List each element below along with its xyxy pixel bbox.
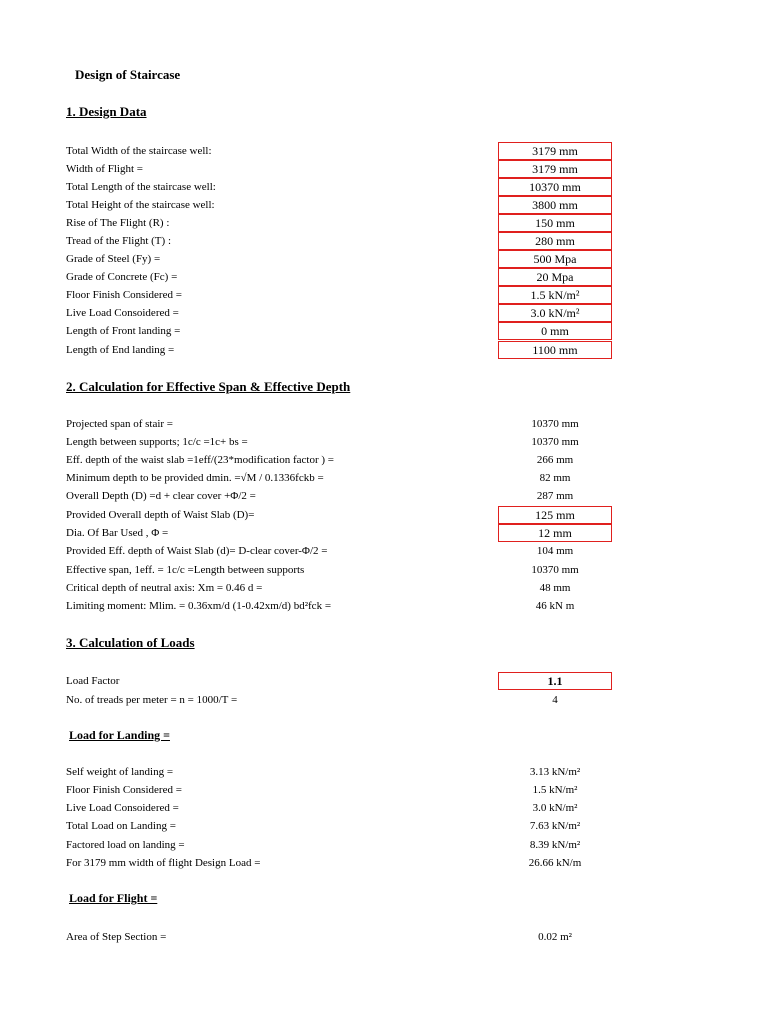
landing-row-self-weight <box>66 763 686 781</box>
row-label: Overall Depth (D) =d + clear cover +Φ/2 = <box>66 490 256 502</box>
row-label: Factored load on landing = <box>66 839 185 851</box>
span-row-limiting-moment <box>66 597 686 615</box>
row-label: Grade of Concrete (Fc) = <box>66 271 178 283</box>
row-label: Floor Finish Considered = <box>66 289 182 301</box>
value-cell: 82 mm <box>539 472 571 484</box>
input-cell-steel-grade[interactable]: 500 Mpa <box>498 250 612 268</box>
design-row-live-load <box>66 304 686 322</box>
value-cell: 10370 mm <box>531 436 579 448</box>
section-heading-loads: 3. Calculation of Loads <box>66 635 195 650</box>
row-label: Effective span, 1eff. = 1c/c =Length between supports <box>66 564 305 576</box>
landing-row-factored-load <box>66 836 686 854</box>
span-row-provided-eff-depth <box>66 542 686 560</box>
input-cell-total-height[interactable]: 3800 mm <box>498 196 612 214</box>
row-label: Total Width of the staircase well: <box>66 145 212 157</box>
row-label: Length of Front landing = <box>66 325 181 337</box>
value-cell: 3.0 kN/m² <box>532 802 578 814</box>
row-label: Limiting moment: Mlim. = 0.36xm/d (1-0.42xm/d) bd²fck = <box>66 600 332 612</box>
design-row-front-landing <box>66 322 686 340</box>
span-row-overall-depth <box>66 487 686 505</box>
row-label: Floor Finish Considered = <box>66 784 182 796</box>
value-cell: 3.13 kN/m² <box>529 766 581 778</box>
row-label: For 3179 mm width of flight Design Load = <box>66 857 261 869</box>
design-row-floor-finish <box>66 286 686 304</box>
value-cell: 266 mm <box>536 454 574 466</box>
loads-row-treads-per-meter <box>66 691 686 709</box>
value-cell: 46 kN m <box>535 600 575 612</box>
value-cell: 10370 mm <box>531 418 579 430</box>
row-label: No. of treads per meter = n = 1000/T = <box>66 694 238 706</box>
row-label: Total Load on Landing = <box>66 820 176 832</box>
span-row-min-depth <box>66 469 686 487</box>
row-label: Rise of The Flight (R) : <box>66 217 170 229</box>
input-cell-live-load[interactable]: 3.0 kN/m² <box>498 304 612 322</box>
value-cell: 26.66 kN/m <box>528 857 582 869</box>
value-cell: 1.5 kN/m² <box>532 784 578 796</box>
row-label: Projected span of stair = <box>66 418 174 430</box>
design-row-tread <box>66 232 686 250</box>
row-label: Live Load Consoidered = <box>66 802 179 814</box>
row-label: Minimum depth to be provided dmin. =√M / 0.1336fckb = <box>66 472 324 484</box>
span-row-bar-dia <box>66 524 686 542</box>
span-row-critical-depth <box>66 579 686 597</box>
section-heading-effective-span: 2. Calculation for Effective Span & Effective Depth <box>66 379 351 394</box>
value-cell: 7.63 kN/m² <box>529 820 581 832</box>
row-label: Dia. Of Bar Used , Φ = <box>66 527 169 539</box>
row-label: Total Height of the staircase well: <box>66 199 215 211</box>
value-cell: 287 mm <box>536 490 574 502</box>
design-row-rise <box>66 214 686 232</box>
row-label: Tread of the Flight (T) : <box>66 235 171 247</box>
row-label: Total Length of the staircase well: <box>66 181 216 193</box>
section-heading-design-data: 1. Design Data <box>66 104 147 119</box>
landing-row-total-load <box>66 817 686 835</box>
design-row-end-landing <box>66 341 686 359</box>
document-title: Design of Staircase <box>75 67 181 82</box>
value-cell: 48 mm <box>539 582 571 594</box>
row-label: Length between supports; 1c/c =1c+ bs = <box>66 436 248 448</box>
design-row-flight-width <box>66 160 686 178</box>
landing-row-live-load <box>66 799 686 817</box>
span-row-projected-span <box>66 415 686 433</box>
value-cell: 104 mm <box>536 545 574 557</box>
input-cell-load-factor[interactable]: 1.1 <box>498 672 612 690</box>
design-row-concrete-grade <box>66 268 686 286</box>
subheading-flight: Load for Flight = <box>69 891 158 905</box>
span-row-provided-overall-depth <box>66 506 686 524</box>
design-row-total-length <box>66 178 686 196</box>
input-cell-total-length[interactable]: 10370 mm <box>498 178 612 196</box>
subheading-landing: Load for Landing = <box>69 728 170 742</box>
input-cell-floor-finish[interactable]: 1.5 kN/m² <box>498 286 612 304</box>
input-cell-provided-depth[interactable]: 125 mm <box>498 506 612 524</box>
row-label: Provided Overall depth of Waist Slab (D)= <box>66 509 255 521</box>
span-row-length-between-supports <box>66 433 686 451</box>
input-cell-front-landing[interactable]: 0 mm <box>498 322 612 340</box>
row-label: Area of Step Section = <box>66 931 167 943</box>
design-row-total-width <box>66 142 686 160</box>
row-label: Eff. depth of the waist slab =1eff/(23*modification factor ) = <box>66 454 334 466</box>
input-cell-concrete-grade[interactable]: 20 Mpa <box>498 268 612 286</box>
design-row-total-height <box>66 196 686 214</box>
row-label: Critical depth of neutral axis: Xm = 0.46 d = <box>66 582 263 594</box>
input-cell-rise[interactable]: 150 mm <box>498 214 612 232</box>
span-row-effective-span <box>66 561 686 579</box>
row-label: Grade of Steel (Fy) = <box>66 253 161 265</box>
flight-row-step-area <box>66 928 686 946</box>
value-cell: 8.39 kN/m² <box>529 839 581 851</box>
input-cell-total-width[interactable]: 3179 mm <box>498 142 612 160</box>
input-cell-bar-dia[interactable]: 12 mm <box>498 524 612 542</box>
row-label: Load Factor <box>66 675 120 687</box>
value-cell: 0.02 m² <box>538 931 572 943</box>
value-cell: 4 <box>552 694 558 706</box>
landing-row-floor-finish <box>66 781 686 799</box>
row-label: Live Load Consoidered = <box>66 307 179 319</box>
input-cell-end-landing[interactable]: 1100 mm <box>498 341 612 359</box>
input-cell-flight-width[interactable]: 3179 mm <box>498 160 612 178</box>
row-label: Length of End landing = <box>66 344 175 356</box>
design-row-steel-grade <box>66 250 686 268</box>
row-label: Width of Flight = <box>66 163 143 175</box>
loads-row-load-factor <box>66 672 686 690</box>
row-label: Provided Eff. depth of Waist Slab (d)= D-clear cover-Φ/2 = <box>66 545 328 557</box>
row-label: Self weight of landing = <box>66 766 174 778</box>
span-row-eff-depth <box>66 451 686 469</box>
value-cell: 10370 mm <box>531 564 579 576</box>
landing-row-design-load <box>66 854 686 872</box>
input-cell-tread[interactable]: 280 mm <box>498 232 612 250</box>
